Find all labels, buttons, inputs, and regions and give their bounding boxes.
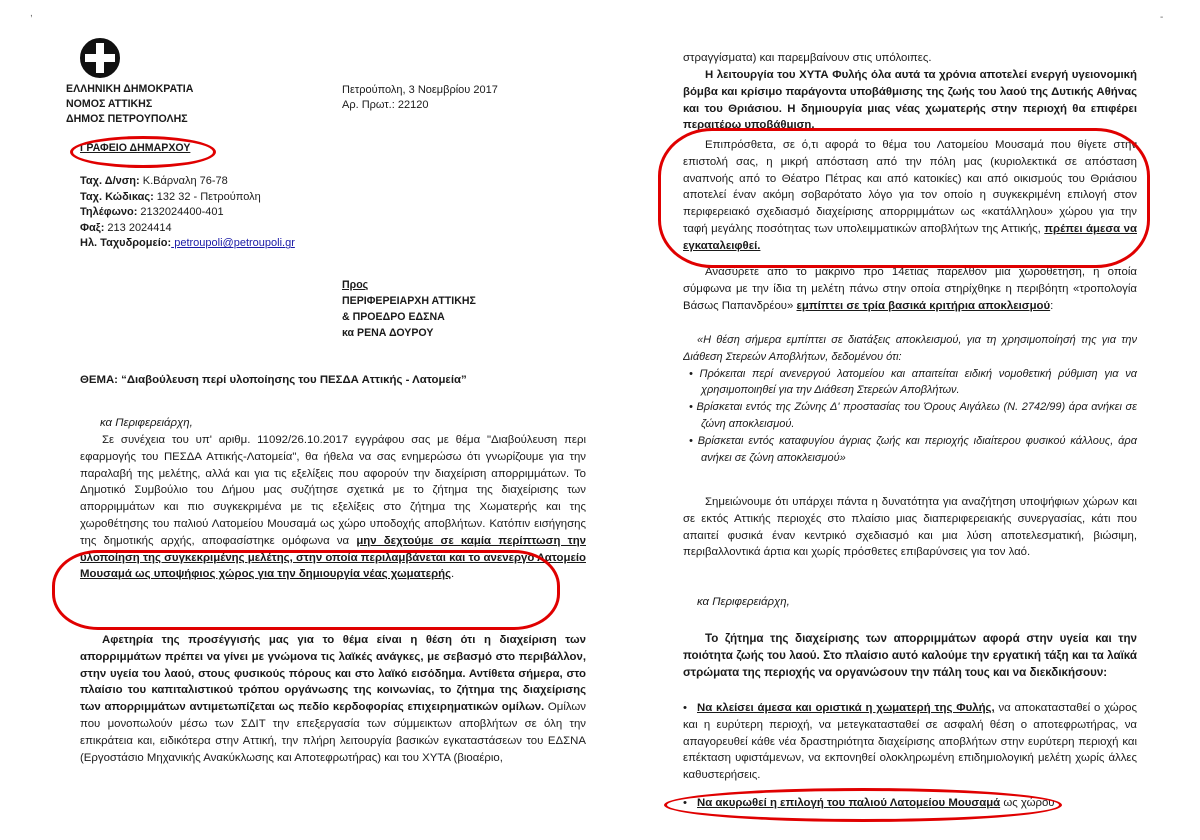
contact-fax: Φαξ: 213 2024414 bbox=[80, 221, 172, 234]
recipient-line-1: ΠΕΡΙΦΕΡΕΙΑΡΧΗ ΑΤΤΙΚΗΣ bbox=[342, 295, 476, 307]
header-line-3: ΔΗΜΟΣ ΠΕΤΡΟΥΠΟΛΗΣ bbox=[66, 113, 188, 125]
demand-bullet-2: • Να ακυρωθεί η επιλογή του παλιού Λατομείου Μουσαμά ως χώρου bbox=[683, 797, 1055, 809]
demand-bullet-1: • Να κλείσει άμεσα και οριστικά η χωματερή της Φυλής, να αποκατασταθεί ο χώρος και η ευρύτερη περιοχή, να μετεγκατασταθεί σε ασφαλή θέση ο αποτεφρωτήρας, να απαγορευθεί κάθε νέα δραστηριότητα διαχείρισης αποβλήτων στην ευρύτερη περιοχή και επέκταση υφιστάμενων, να εκπονηθεί ολοκληρωμένη επιδημιολογική μελέτη χωρίς άλλες καθυστερήσεις. bbox=[683, 702, 1137, 782]
letter-page-left bbox=[58, 0, 598, 840]
quote-block bbox=[683, 332, 1137, 466]
recipient-block bbox=[342, 277, 476, 341]
annotation-oval-decision bbox=[52, 550, 560, 630]
contact-phone: Τηλέφωνο: 2132024400-401 bbox=[80, 206, 224, 219]
subject-line: ΘΕΜΑ: “Διαβούλευση περί υλοποίησης του ΠΕΣΔΑ Αττικής - Λατομεία” bbox=[80, 374, 467, 386]
abandon-underlined: πρέπει άμεσα να εγκαταλειφθεί. bbox=[683, 222, 1137, 252]
email-link[interactable]: petroupoli@petroupoli.gr bbox=[171, 237, 295, 250]
paragraph-2: Αφετηρία της προσέγγισής μας για το θέμα είναι η θέση ότι η διαχείριση των απορριμμάτων πρέπει να γίνει με γνώμονα τις λαϊκές ανάγκες, με σεβασμό στο περιβάλλον, στην υγεία του λαού, στους φυσικούς πόρους και στο λαϊκό εισόδημα. Αντίθετα σήμερα, στο πλαίσιο του καπιταλιστικού τρόπου οργάνωσης της κοινωνίας, το ζήτημα της διαχείρισης των απορριμμάτων αντιμετωπίζεται ως πεδίο κερδοφορίας επιχειρηματικών ομίλων. Ομίλων που μονοπωλούν μέσω των ΣΔΙΤ την επεξεργασία των σύμμεικτων αποβλήτων σε όλη την επικράτεια και, ειδικότερα στην Αττική, την πλήρη λειτουργία βασικών εγκαταστάσεων του ΕΔΣΝΑ (Εργοστάσιο Μηχανικής Ανακύκλωσης και Αποτεφρωτήρας) και του ΧΥΤΑ (βιοαέριο, bbox=[80, 634, 586, 764]
right-paragraph-5: Το ζήτημα της διαχείρισης των απορριμμάτων αφορά στην υγεία και την ποιότητα ζωής του λαού. Στο πλαίσιο αυτό καλούμε την εργατική τάξη και τα λαϊκά στρώματα της περιοχής να οργανώσουν την πάλη τους και να διεκδικήσουν: bbox=[683, 632, 1137, 680]
protocol-number: Αρ. Πρωτ.: 22120 bbox=[342, 99, 429, 111]
annotation-oval-cancel-quarry bbox=[664, 788, 1062, 822]
criteria-underlined: εμπίπτει σε τρία βασικά κριτήρια αποκλεισμού bbox=[796, 299, 1051, 312]
right-paragraph-4: Σημειώνουμε ότι υπάρχει πάντα η δυνατότητα για αναζήτηση υποψήφιων χώρων και σε εκτός Αττικής περιοχές στο πλαίσιο μιας διαπεριφερειακής συνεργασίας, κάτι που απαιτεί φυσικά έναν κεντρικό σχεδιασμό και μια λύση αποτελεσματική, βιώσιμη, περιβαλλοντικά άρτια και χωρίς πρόσθετες επιβαρύνσεις για τον λαό. bbox=[683, 496, 1137, 559]
contact-email: Ηλ. Ταχυδρομείο: petroupoli@petroupoli.gr bbox=[80, 237, 295, 250]
letter-page-right bbox=[683, 0, 1145, 840]
continuation-line: στραγγίσματα) και παρεμβαίνουν στις υπόλοιπες. bbox=[683, 52, 932, 64]
contact-block bbox=[80, 174, 295, 252]
salutation-2: κα Περιφερειάρχη, bbox=[697, 596, 790, 608]
recipient-line-2: & ΠΡΟΕΔΡΟ ΕΔΣΝΑ bbox=[342, 311, 445, 323]
right-paragraph-3: Ανασύρετε από το μακρινό προ 14ετίας παρελθόν μια χωροθέτηση, η οποία σύμφωνα με την ίδια τη μελέτη πάνω στην οποία στηρίχθηκε η περιβόητη «τροπολογία Βάσως Παπανδρέου» εμπίπτει σε τρία βασικά κριτήρια αποκλεισμού: bbox=[683, 266, 1137, 312]
annotation-oval-office bbox=[70, 136, 216, 168]
scan-speck: , bbox=[30, 8, 33, 19]
office-title: ΓΡΑΦΕΙΟ ΔΗΜΑΡΧΟΥ bbox=[80, 142, 191, 154]
contact-postcode: Ταχ. Κώδικας: 132 32 - Πετρούπολη bbox=[80, 190, 261, 203]
greek-coat-of-arms-icon bbox=[80, 38, 120, 78]
place-date: Πετρούπολη, 3 Νοεμβρίου 2017 bbox=[342, 84, 498, 96]
recipient-line-3: κα ΡΕΝΑ ΔΟΥΡΟΥ bbox=[342, 327, 434, 339]
scan-speck-right: - bbox=[1160, 12, 1164, 23]
quote-bullet-2: • Βρίσκεται εντός της Ζώνης Δ' προστασίας του Όρους Αιγάλεω (Ν. 2742/99) άρα ανήκει σε ζώνη αποκλεισμού. bbox=[689, 401, 1137, 430]
recipient-to: Προς bbox=[342, 279, 369, 291]
right-paragraph-2: Επιπρόσθετα, σε ό,τι αφορά το θέμα του Λατομείου Μουσαμά που θίγετε στην επιστολή σας, η μικρή απόσταση από την πόλη μας (κυριολεκτικά σε απόσταση αναπνοής από το Θέατρο Πέτρας και από κατοικίες) και από οικισμούς του Θριάσιου αποτελεί έναν ακόμη σοβαρότατο λόγο για τον οποίο η συγκεκριμένη επιλογή στον περιφερειακό σχεδιασμό διαχείρισης απορριμμάτων ως «κατάλληλου» χώρου για την ταφή μεγάλης ποσότητας των υπολειμματικών αποβλήτων της Αττικής, πρέπει άμεσα να εγκαταλειφθεί. bbox=[683, 139, 1137, 252]
header-line-1: ΕΛΛΗΝΙΚΗ ΔΗΜΟΚΡΑΤΙΑ bbox=[66, 83, 194, 95]
annotation-oval-quarry-distance bbox=[658, 128, 1150, 268]
quote-bullet-3: • Βρίσκεται εντός καταφυγίου άγριας ζωής και περιοχής ιδιαίτερου φυσικού κάλλους, άρα ανήκει σε ζώνη αποκλεισμού» bbox=[689, 434, 1137, 464]
decision-underlined: μην δεχτούμε σε καμία περίπτωση την υλοποίηση της συγκεκριμένης μελέτης, στην οποία περιλαμβάνεται και το ανενεργό Λατομείο Μουσαμά ως υποψήφιος χώρος για την δημιουργία νέας χωματερής bbox=[80, 534, 586, 581]
paragraph-1: Σε συνέχεια του υπ' αριθμ. 11092/26.10.2017 εγγράφου σας με θέμα "Διαβούλευση περι εφαρμογής του ΠΕΣΔΑ Αττικής-Λατομεία", θα ήθελα να σας ενημερώσω ότι γνωρίζουμε για την παραλαβή της μελέτης, αλλά και για τις εξελίξεις που αφορούν την διαχείριση απορριμμάτων. Το Δημοτικό Συμβούλιο του Δήμου μας συζήτησε σχετικά με το ζήτημα της διαχείρισης των απορριμμάτων και πιο συγκεκριμένα με τις εξελίξεις στο ζήτημα της Χωματερής και της χωροθέτησης του παλιού Λατομείου Μουσαμά ως χώρο υποδοχής αποβλήτων. Κατόπιν εισήγησης της δημοτικής αρχής, αποφασίστηκε ομόφωνα να μην δεχτούμε σε καμία περίπτωση την υλοποίηση της συγκεκριμένης μελέτης, στην οποία περιλαμβάνεται και το ανενεργό Λατομείο Μουσαμά ως υποψήφιος χώρος για την δημιουργία νέας χωματερής. bbox=[80, 434, 586, 581]
quote-bullet-1: • Πρόκειται περί ανενεργού λατομείου και απαιτείται ειδική νομοθετική ρύθμιση για να χρησιμοποιηθεί για την Διάθεση Στερεών Αποβλήτων. bbox=[689, 367, 1137, 397]
quote-intro: «Η θέση σήμερα εμπίπτει σε διατάξεις αποκλεισμού, για τη χρησιμοποίησή της για την Διάθεση Στερεών Αποβλήτων, δεδομένου ότι: bbox=[683, 334, 1137, 363]
right-paragraph-1: Η λειτουργία του ΧΥΤΑ Φυλής όλα αυτά τα χρόνια αποτελεί ενεργή υγειονομική βόμβα και κρίσιμο παράγοντα υποβάθμισης της ζωής του λαού της Δυτικής Αθήνας και του Θριάσιου. Η δημιουργία μιας νέας χωματερής στην περιοχή θα επιφέρει περαιτέρω υποβάθμιση. bbox=[683, 69, 1137, 132]
header-line-2: ΝΟΜΟΣ ΑΤΤΙΚΗΣ bbox=[66, 98, 153, 110]
salutation: κα Περιφερειάρχη, bbox=[100, 417, 193, 429]
contact-address: Ταχ. Δ/νση: Κ.Βάρναλη 76-78 bbox=[80, 175, 228, 187]
